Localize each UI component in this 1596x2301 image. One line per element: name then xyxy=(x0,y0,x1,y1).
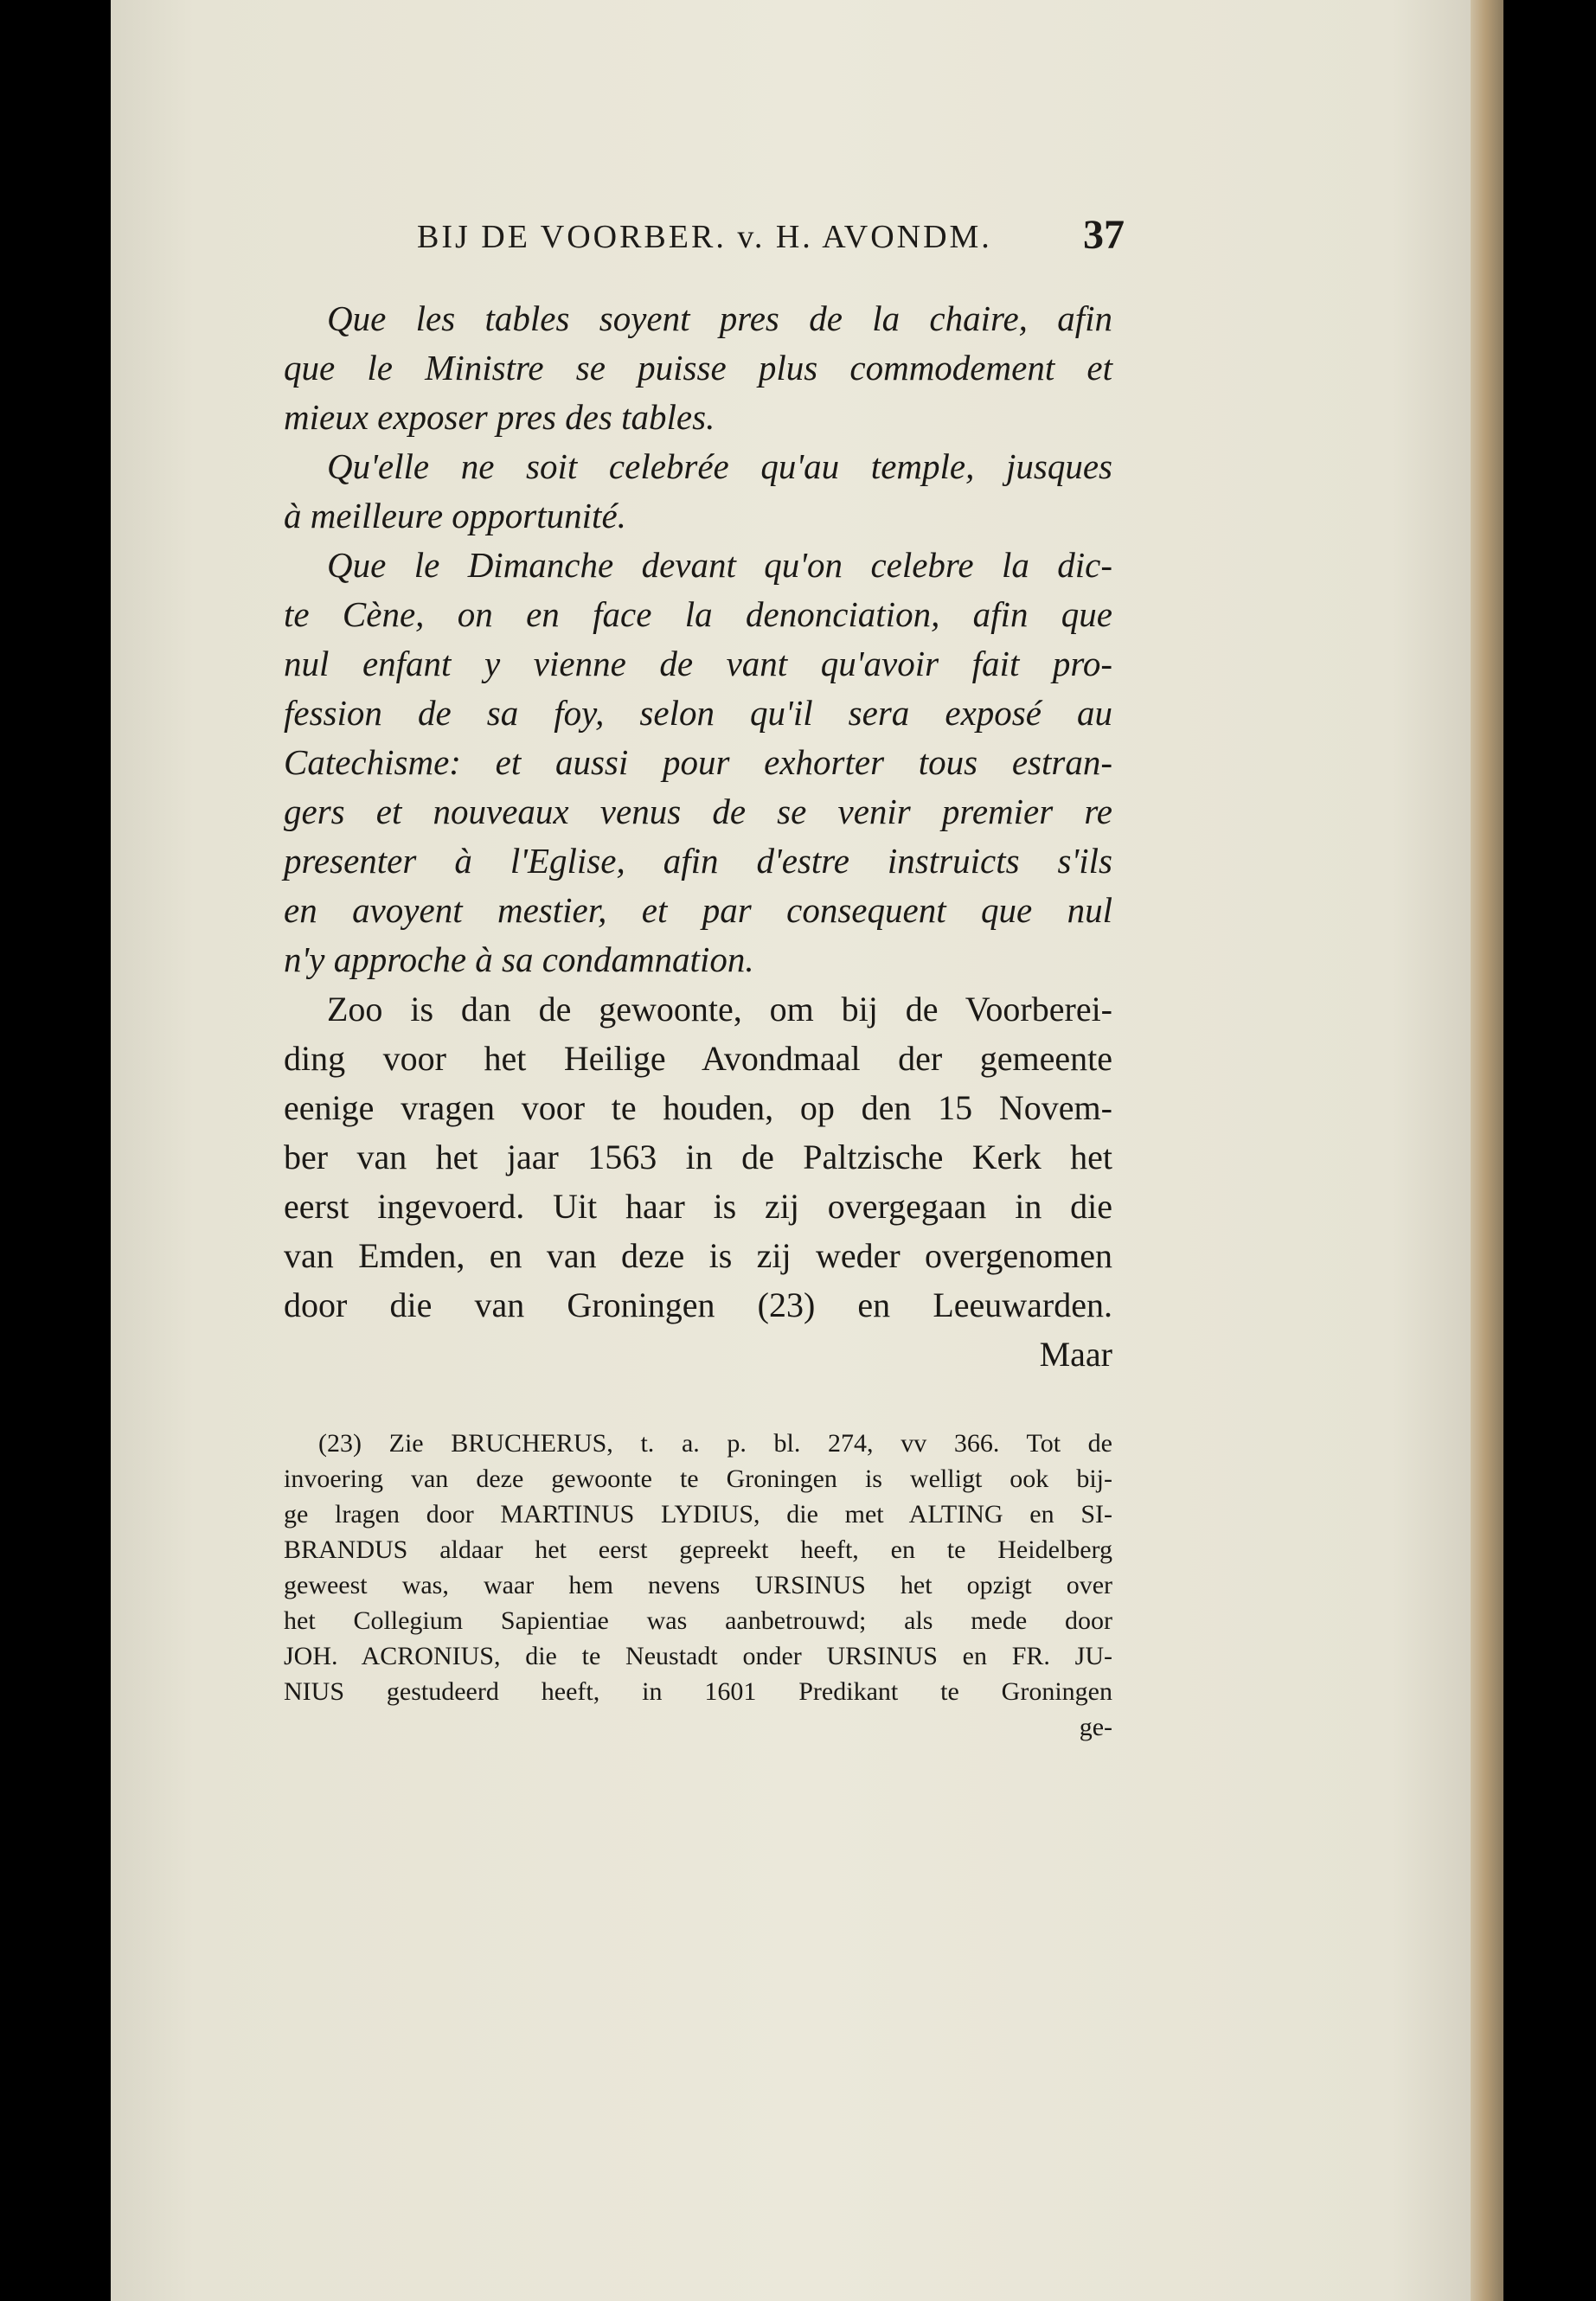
french-line: gers et nouveaux venus de se venir premier re xyxy=(284,792,1112,831)
dutch-line: ber van het jaar 1563 in de Paltzische Kerk het xyxy=(284,1138,1112,1176)
french-line: te Cène, on en face la denonciation, afin que xyxy=(284,594,1112,634)
dutch-line: ding voor het Heilige Avondmaal der gemeente xyxy=(284,1039,1112,1078)
footnote-line: het Collegium Sapientiae was aanbetrouwd; als mede door xyxy=(284,1606,1112,1635)
french-line: en avoyent mestier, et par consequent que nul xyxy=(284,890,1112,930)
dutch-line: Zoo is dan de gewoonte, om bij de Voorberei- xyxy=(327,990,1112,1029)
french-line: Que le Dimanche devant qu'on celebre la dic- xyxy=(327,545,1112,585)
scan-border-right xyxy=(1503,0,1596,2301)
dutch-line: van Emden, en van deze is zij weder overgenomen xyxy=(284,1236,1112,1275)
french-line: presenter à l'Eglise, afin d'estre instruicts s'ils xyxy=(284,841,1112,881)
footnote-line: NIUS gestudeerd heeft, in 1601 Predikant te Groningen xyxy=(284,1677,1112,1706)
french-line: mieux exposer pres des tables. xyxy=(284,397,715,437)
french-line: à meilleure opportunité. xyxy=(284,496,626,535)
dutch-line: eenige vragen voor te houden, op den 15 Novem- xyxy=(284,1088,1112,1127)
footnote-line: ge lragen door MARTINUS LYDIUS, die met ALTING en SI- xyxy=(284,1500,1112,1529)
running-head: BIJ DE VOORBER. v. H. AVONDM. xyxy=(417,219,992,255)
french-line: Que les tables soyent pres de la chaire, afin xyxy=(327,298,1112,338)
french-line: fession de sa foy, selon qu'il sera exposé au xyxy=(284,693,1112,733)
footnote-line: BRANDUS aldaar het eerst gepreekt heeft, en te Heidelberg xyxy=(284,1535,1112,1564)
footnote-catchword: ge- xyxy=(1079,1713,1112,1741)
french-line: Catechisme: et aussi pour exhorter tous estran- xyxy=(284,742,1112,782)
catchword: Maar xyxy=(1039,1335,1112,1374)
footnotes xyxy=(284,1426,1112,1745)
main-text xyxy=(284,294,1112,1379)
dutch-line: eerst ingevoerd. Uit haar is zij overgegaan in die xyxy=(284,1187,1112,1226)
page-header xyxy=(417,211,1125,263)
footnote-line: invoering van deze gewoonte te Groningen is welligt ook bij- xyxy=(284,1465,1112,1493)
page-number: 37 xyxy=(1083,212,1125,258)
french-line: que le Ministre se puisse plus commodement et xyxy=(284,348,1112,388)
french-line: nul enfant y vienne de vant qu'avoir fait pro- xyxy=(284,644,1112,683)
dutch-line: door die van Groningen (23) en Leeuwarden. xyxy=(284,1285,1112,1324)
footnote-line: JOH. ACRONIUS, die te Neustadt onder URSINUS en FR. JU- xyxy=(284,1642,1112,1670)
footnote-line: geweest was, waar hem nevens URSINUS het opzigt over xyxy=(284,1571,1112,1599)
french-line: n'y approche à sa condamnation. xyxy=(284,939,754,979)
footnote-line: (23) Zie BRUCHERUS, t. a. p. bl. 274, vv 366. Tot de xyxy=(318,1429,1112,1458)
scan-border-left xyxy=(0,0,111,2301)
french-line: Qu'elle ne soit celebrée qu'au temple, jusques xyxy=(327,446,1112,486)
page-edge xyxy=(1471,0,1503,2301)
